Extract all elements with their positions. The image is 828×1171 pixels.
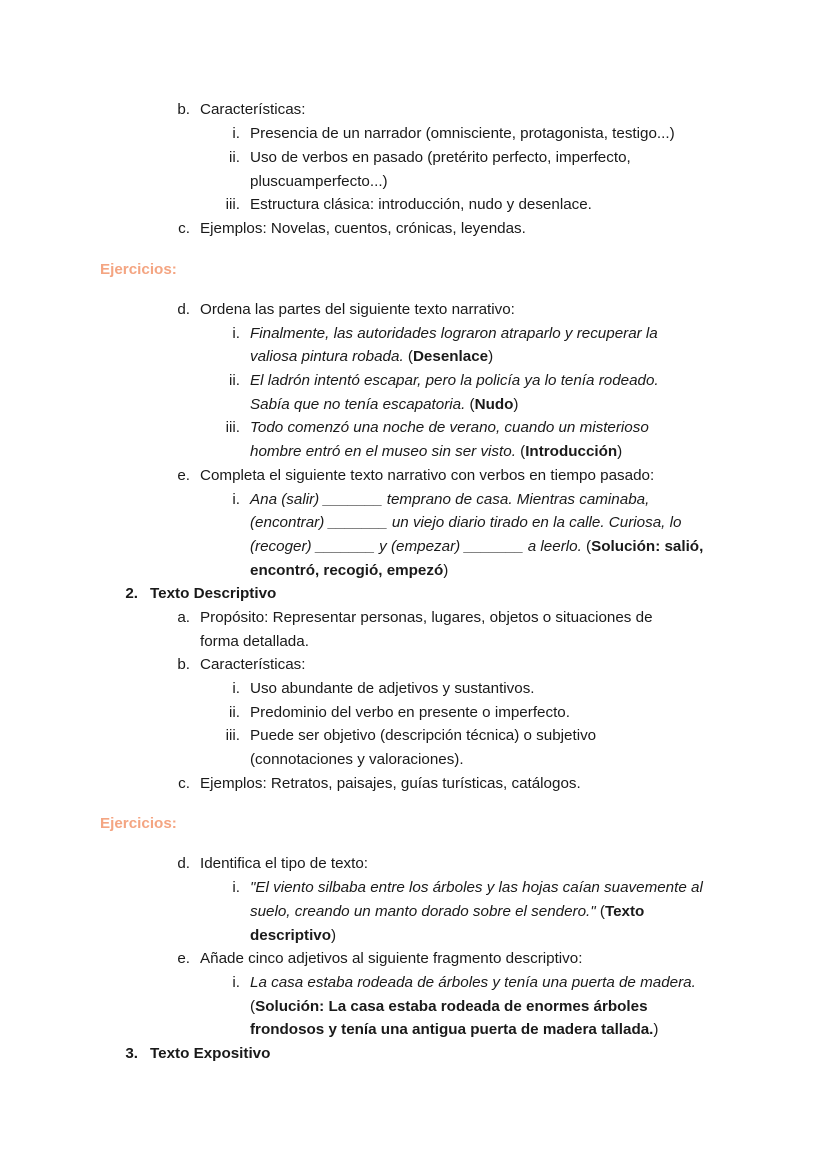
list-marker: ii.	[229, 372, 240, 389]
exercise-item-continuation: descriptivo)	[250, 927, 337, 944]
exercise-item-continuation: Sabía que no tenía escapatoria. (Nudo)	[250, 396, 519, 413]
list-item: Puede ser objetivo (descripción técnica) o subjetivo	[250, 727, 597, 744]
exercise-answer: frondosos y tenía una antigua puerta de madera tallada.	[250, 1021, 654, 1038]
section-title: Texto Descriptivo	[150, 585, 277, 602]
exercise-item-continuation: encontró, recogió, empezó)	[250, 562, 449, 579]
exercise-answer: Desenlace	[412, 348, 489, 365]
exercise-item: La casa estaba rodeada de árboles y tenía una puerta de madera.	[250, 974, 696, 991]
list-item: Uso de verbos en pasado (pretérito perfecto, imperfecto,	[250, 149, 631, 166]
list-item-proposito: Propósito: Representar personas, lugares, objetos o situaciones de	[200, 609, 653, 626]
list-item: Presencia de un narrador (omnisciente, protagonista, testigo...)	[250, 125, 675, 142]
exercise-item: Finalmente, las autoridades lograron atraparlo y recuperar la	[250, 325, 658, 342]
list-item: Estructura clásica: introducción, nudo y desenlace.	[250, 196, 592, 213]
exercise-answer: Introducción	[525, 443, 618, 460]
exercises-heading: Ejercicios:	[100, 261, 177, 278]
list-item-ejemplos: Ejemplos: Novelas, cuentos, crónicas, leyendas.	[200, 220, 526, 237]
list-item-continuation: forma detallada.	[200, 633, 309, 650]
exercise-answer: Nudo	[474, 396, 514, 413]
list-marker: c.	[178, 220, 190, 237]
exercise-item-continuation: (encontrar) _______ un viejo diario tirado en la calle. Curiosa, lo	[250, 514, 682, 531]
list-marker: i.	[232, 125, 240, 142]
section-title: Texto Expositivo	[150, 1045, 271, 1062]
list-marker: ii.	[229, 149, 240, 166]
list-item-ejemplos: Ejemplos: Retratos, paisajes, guías turísticas, catálogos.	[200, 775, 581, 792]
list-marker: i.	[232, 325, 240, 342]
list-item-continuation: pluscuamperfecto...)	[250, 173, 388, 190]
exercise-item-continuation: (recoger) _______ y (empezar) _______ a leerlo. (Solución: salió,	[250, 538, 704, 555]
exercise-instruction: Completa el siguiente texto narrativo con verbos en tiempo pasado:	[200, 467, 655, 484]
list-marker: b.	[177, 101, 190, 118]
exercise-item-continuation: frondosos y tenía una antigua puerta de madera tallada.)	[250, 1021, 659, 1038]
exercise-item: "El viento silbaba entre los árboles y las hojas caían suavemente al	[250, 879, 703, 896]
exercise-item: Ana (salir) _______ temprano de casa. Mientras caminaba,	[250, 491, 650, 508]
exercise-item-continuation: valiosa pintura robada. (Desenlace)	[250, 348, 494, 365]
section-number: 2.	[125, 585, 138, 602]
list-marker: e.	[177, 467, 190, 484]
list-marker: i.	[232, 974, 240, 991]
exercises-heading: Ejercicios:	[100, 815, 177, 832]
exercise-item: El ladrón intentó escapar, pero la policía ya lo tenía rodeado.	[250, 372, 659, 389]
list-marker: c.	[178, 775, 190, 792]
exercise-answer: Texto	[604, 903, 645, 920]
list-marker: a.	[177, 609, 190, 626]
exercise-item: Todo comenzó una noche de verano, cuando un misterioso	[250, 419, 649, 436]
list-item-caracteristicas: Características:	[200, 656, 306, 673]
list-marker: iii.	[225, 196, 240, 213]
list-marker: i.	[232, 680, 240, 697]
exercise-answer: encontró, recogió, empezó	[250, 562, 444, 579]
list-marker: b.	[177, 656, 190, 673]
exercise-item-continuation: (Solución: La casa estaba rodeada de enormes árboles	[250, 998, 648, 1015]
exercise-item-continuation: hombre entró en el museo sin ser visto. (Introducción)	[250, 443, 623, 460]
list-marker: iii.	[225, 727, 240, 744]
list-marker: i.	[232, 491, 240, 508]
list-marker: d.	[177, 301, 190, 318]
exercise-answer: Solución: salió,	[591, 538, 704, 555]
exercise-item-continuation: suelo, creando un manto dorado sobre el sendero." (Texto	[250, 903, 645, 920]
exercise-answer: Solución: La casa estaba rodeada de enormes árboles	[255, 998, 648, 1015]
list-item: Predominio del verbo en presente o imperfecto.	[250, 704, 570, 721]
exercise-instruction: Identifica el tipo de texto:	[200, 855, 369, 872]
list-item-continuation: (connotaciones y valoraciones).	[250, 751, 464, 768]
exercise-instruction: Añade cinco adjetivos al siguiente fragmento descriptivo:	[200, 950, 583, 967]
list-marker: e.	[177, 950, 190, 967]
list-marker: iii.	[225, 419, 240, 436]
list-marker: i.	[232, 879, 240, 896]
exercise-instruction: Ordena las partes del siguiente texto narrativo:	[200, 301, 515, 318]
list-marker: ii.	[229, 704, 240, 721]
list-item: Uso abundante de adjetivos y sustantivos.	[250, 680, 535, 697]
list-item-caracteristicas: Características:	[200, 101, 306, 118]
list-marker: d.	[177, 855, 190, 872]
section-number: 3.	[125, 1045, 138, 1062]
exercise-answer: descriptivo	[250, 927, 332, 944]
